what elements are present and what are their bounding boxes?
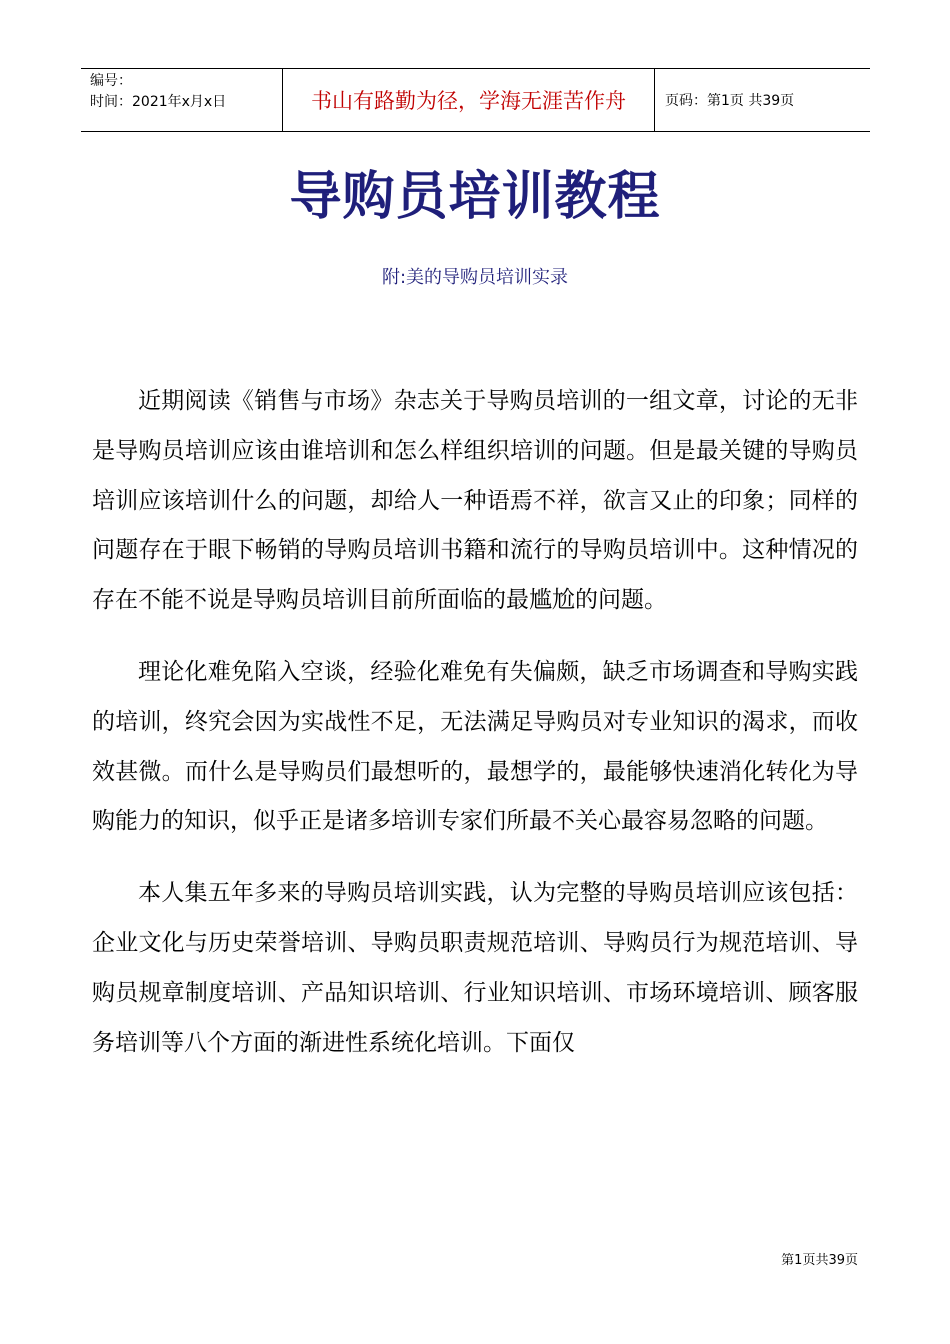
paragraph-2: 理论化难免陷入空谈，经验化难免有失偏颇，缺乏市场调查和导购实践的培训，终究会因为实战性不足，无法满足导购员对专业知识的渴求，而收效甚微。而什么是导购员们最想听的，最想学的，最能够快速消化转化为导购能力的知识，似乎正是诸多培训专家们所最不关心最容易忽略的问题。 [92, 658, 858, 835]
document-number-label: 编号： [90, 73, 132, 89]
document-subtitle: 附:美的导购员培训实录 [381, 267, 569, 288]
document-time-label: 时间：2021年x月x日 [90, 94, 227, 110]
header-meta [81, 69, 282, 131]
paragraph-1: 近期阅读《销售与市场》杂志关于导购员培训的一组文章，讨论的无非是导购员培训应该由谁培训和怎么样组织培训的问题。但是最关键的导购员培训应该培训什么的问题，却给人一种语焉不祥，欲言又止的印象；同样的问题存在于眼下畅销的导购员培训书籍和流行的导购员培训中。这种情况的存在不能不说是导购员培训目前所面临的最尴尬的问题。 [92, 388, 858, 614]
page-footer: 第1页共39页 [781, 1253, 858, 1268]
paragraph-3: 本人集五年多来的导购员培训实践，认为完整的导购员培训应该包括：企业文化与历史荣誉培训、导购员职责规范培训、导购员行为规范培训、导购员规章制度培训、产品知识培训、行业知识培训、市场环境培训、顾客服务培训等八个方面的渐进性系统化培训。下面仅 [92, 880, 858, 1056]
document-body [92, 377, 858, 1090]
page-header [81, 68, 870, 132]
header-motto: 书山有路勤为径，学海无涯苦作舟 [282, 69, 655, 131]
header-page-info: 页码：第1页 共39页 [665, 93, 795, 109]
document-title: 导购员培训教程 [289, 167, 661, 227]
